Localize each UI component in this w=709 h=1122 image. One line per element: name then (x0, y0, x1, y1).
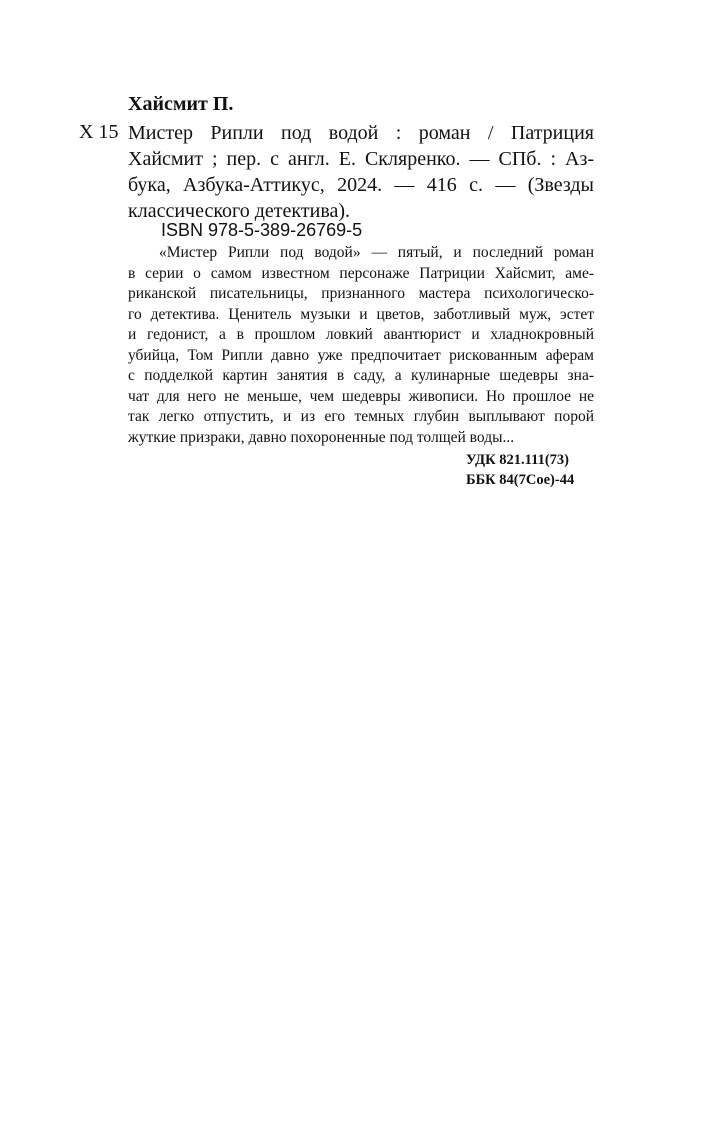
bibliographic-description (128, 120, 594, 224)
description-line: Хайсмит ; пер. с англ. Е. Скляренко. — СПб. : Аз- (128, 148, 594, 170)
description-line: бука, Азбука-Аттикус, 2024. — 416 с. — (Звезды (128, 174, 594, 196)
annotation-line: жуткие призраки, давно похороненные под толщей воды... (128, 428, 515, 446)
bbk-code: ББК 84(7Сое)-44 (466, 472, 575, 488)
udk-code: УДК 821.111(73) (466, 452, 569, 468)
annotation-line: риканской писательницы, признанного мастера психологическо- (128, 285, 594, 302)
annotation-line: «Мистер Рипли под водой» — пятый, и последний роман (159, 244, 594, 261)
annotation-line: в серии о самом известном персонаже Патриции Хайсмит, аме- (128, 264, 594, 282)
classification-codes (466, 450, 574, 490)
annotation (128, 243, 594, 448)
annotation-line: и гедонист, а в прошлом ловкий авантюрист и хладнокровный (128, 326, 594, 343)
author-heading: Хайсмит П. (128, 93, 234, 115)
annotation-line: чат для него не меньше, чем шедевры живописи. Но прошлое не (128, 387, 594, 405)
isbn: ISBN 978-5-389-26769-5 (161, 220, 363, 240)
description-line: Мистер Рипли под водой : роман / Патриция (128, 122, 594, 144)
annotation-line: го детектива. Ценитель музыки и цветов, заботливый муж, эстет (128, 305, 594, 323)
annotation-line: с подделкой картин занятия в саду, а кулинарные шедевры зна- (128, 367, 594, 384)
annotation-line: так легко отпустить, и из его темных глубин выплывают порой (128, 408, 594, 425)
description-line: классического детектива). (128, 200, 351, 222)
author-mark: Х 15 (79, 121, 119, 143)
annotation-line: убийца, Том Рипли давно уже предпочитает рискованным аферам (128, 346, 594, 364)
